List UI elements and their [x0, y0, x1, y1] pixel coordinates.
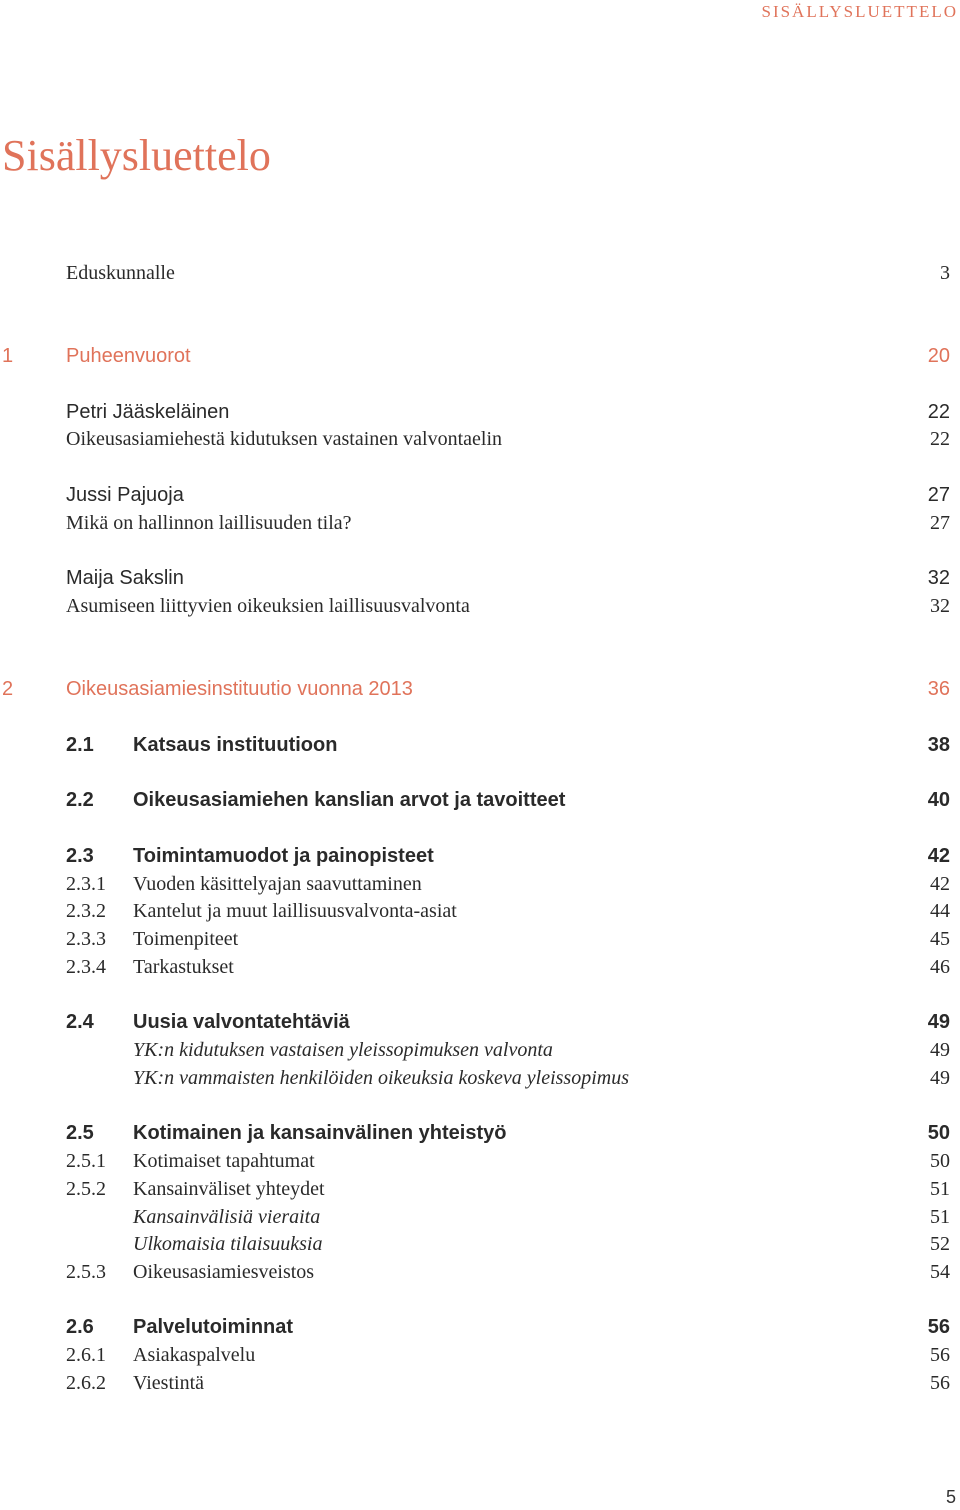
toc-subsection[interactable]: [0, 1370, 950, 1397]
toc-entry-page: 49: [930, 1039, 950, 1061]
toc-entry-page: 50: [930, 1150, 950, 1172]
toc-entry-label: Oikeusasiamiesinstituutio vuonna 2013: [66, 678, 413, 700]
page-title: Sisällysluettelo: [2, 131, 271, 180]
toc-entry-number: 2.6: [66, 1316, 94, 1338]
toc-entry-page: 36: [927, 678, 950, 700]
toc-entry-eduskunnalle[interactable]: [0, 260, 950, 287]
toc-entry-page: 22: [930, 428, 950, 450]
toc-section[interactable]: [0, 843, 950, 870]
toc-entry-number: 2.5.2: [66, 1178, 106, 1200]
toc-entry-number: 2.3.2: [66, 900, 106, 922]
toc-entry-label: Kotimaiset tapahtumat: [133, 1150, 315, 1172]
toc-subentry[interactable]: [0, 1231, 950, 1258]
toc-entry-page: 51: [930, 1178, 950, 1200]
toc-entry-number: 2.5.1: [66, 1150, 106, 1172]
toc-entry-page: 40: [927, 789, 950, 811]
toc-entry-number: 2.1: [66, 734, 94, 756]
toc-entry-page: 27: [927, 484, 950, 506]
toc-chapter-1[interactable]: [0, 343, 950, 370]
toc-entry-label: Puheenvuorot: [66, 345, 191, 367]
toc-entry-label: Kotimainen ja kansainvälinen yhteistyö: [133, 1122, 507, 1144]
toc-entry-label: Asiakaspalvelu: [133, 1344, 256, 1366]
toc-section[interactable]: [0, 1314, 950, 1341]
toc-entry-number: 2.5.3: [66, 1261, 106, 1283]
toc-entry[interactable]: [0, 426, 950, 453]
toc-entry-page: 20: [927, 345, 950, 367]
toc-entry[interactable]: [0, 593, 950, 620]
toc-subentry[interactable]: [0, 1037, 950, 1064]
toc-entry-label: Eduskunnalle: [66, 262, 175, 284]
toc-entry-label: Toimenpiteet: [133, 928, 239, 950]
toc-entry-label: Kansainväliset yhteydet: [133, 1178, 325, 1200]
toc-subsection[interactable]: [0, 954, 950, 981]
toc-entry-label: Katsaus instituutioon: [133, 734, 338, 756]
toc-subsection[interactable]: [0, 1342, 950, 1369]
toc-entry-page: 46: [930, 956, 950, 978]
toc-entry-page: 52: [930, 1233, 950, 1255]
toc-chapter-2[interactable]: [0, 676, 950, 703]
toc-entry-page: 3: [940, 262, 950, 284]
page-number: 5: [945, 1487, 956, 1507]
toc-entry-number: 2.6.1: [66, 1344, 106, 1366]
toc-entry-page: 27: [930, 512, 950, 534]
toc-subsection[interactable]: [0, 898, 950, 925]
toc-subsection[interactable]: [0, 926, 950, 953]
toc-entry-number: 2.3: [66, 845, 94, 867]
toc-entry-label: Vuoden käsittelyajan saavuttaminen: [133, 873, 422, 895]
toc-entry-page: 54: [930, 1261, 950, 1283]
toc-entry-author[interactable]: [0, 482, 950, 509]
toc-section[interactable]: [0, 732, 950, 759]
toc-entry-label: Uusia valvontatehtäviä: [133, 1011, 350, 1033]
toc-entry-page: 44: [930, 900, 950, 922]
toc-entry-page: 50: [927, 1122, 950, 1144]
toc-entry-page: 32: [930, 595, 950, 617]
toc-entry-number: 2.5: [66, 1122, 94, 1144]
toc-entry-label: Tarkastukset: [133, 956, 234, 978]
toc-entry-page: 49: [927, 1011, 950, 1033]
toc-entry-label: Asumiseen liittyvien oikeuksien laillisuusvalvonta: [66, 595, 470, 617]
toc-subsection[interactable]: [0, 871, 950, 898]
toc-entry-label: YK:n vammaisten henkilöiden oikeuksia koskeva yleissopimus: [133, 1067, 629, 1089]
toc-subsection[interactable]: [0, 1148, 950, 1175]
toc-entry-label: Toimintamuodot ja painopisteet: [133, 845, 434, 867]
toc-entry-page: 38: [927, 734, 950, 756]
toc-entry-label: Palvelutoiminnat: [133, 1316, 294, 1338]
toc-subentry[interactable]: [0, 1065, 950, 1092]
toc-section[interactable]: [0, 787, 950, 814]
toc-entry-label: Oikeusasiamiehestä kidutuksen vastainen valvontaelin: [66, 428, 502, 450]
toc-entry-label: Viestintä: [133, 1372, 205, 1394]
toc-entry-label: YK:n kidutuksen vastaisen yleissopimuksen valvonta: [133, 1039, 553, 1061]
toc-entry-page: 49: [930, 1067, 950, 1089]
toc-entry-page: 56: [930, 1344, 950, 1366]
toc-entry-page: 56: [930, 1372, 950, 1394]
toc-entry-label: Mikä on hallinnon laillisuuden tila?: [66, 512, 352, 534]
toc-entry-label: Ulkomaisia tilaisuuksia: [133, 1233, 323, 1255]
toc-subsection[interactable]: [0, 1176, 950, 1203]
toc-entry-page: 32: [927, 567, 950, 589]
toc-entry-page: 42: [930, 873, 950, 895]
toc-section[interactable]: [0, 1120, 950, 1147]
toc-entry-page: 56: [927, 1316, 950, 1338]
toc-subsection[interactable]: [0, 1259, 950, 1286]
running-header: SISÄLLYSLUETTELO: [761, 2, 958, 21]
toc-entry-number: 2.6.2: [66, 1372, 106, 1394]
toc-entry-page: 45: [930, 928, 950, 950]
toc-entry-number: 2.3.4: [66, 956, 106, 978]
toc-entry-number: 2.4: [66, 1011, 94, 1033]
toc-entry-label: Kansainvälisiä vieraita: [133, 1206, 321, 1228]
toc-entry-page: 42: [927, 845, 950, 867]
toc-subentry[interactable]: [0, 1204, 950, 1231]
toc-entry-label: Kantelut ja muut laillisuusvalvonta-asiat: [133, 900, 457, 922]
toc-entry-label: Jussi Pajuoja: [66, 484, 184, 506]
toc-entry-number: 1: [2, 345, 14, 367]
toc-entry-number: 2.3.3: [66, 928, 106, 950]
toc-entry-author[interactable]: [0, 565, 950, 592]
toc-entry-label: Maija Sakslin: [66, 567, 184, 589]
toc-entry-number: 2: [2, 678, 14, 700]
toc-entry[interactable]: [0, 510, 950, 537]
toc-entry-author[interactable]: [0, 399, 950, 426]
toc-entry-label: Petri Jääskeläinen: [66, 401, 230, 423]
toc-entry-label: Oikeusasiamiehen kanslian arvot ja tavoitteet: [133, 789, 566, 811]
toc-entry-page: 22: [927, 401, 950, 423]
toc-entry-label: Oikeusasiamiesveistos: [133, 1261, 315, 1283]
toc-entry-page: 51: [930, 1206, 950, 1228]
toc-entry-number: 2.2: [66, 789, 94, 811]
toc-section[interactable]: [0, 1009, 950, 1036]
toc-entry-number: 2.3.1: [66, 873, 106, 895]
